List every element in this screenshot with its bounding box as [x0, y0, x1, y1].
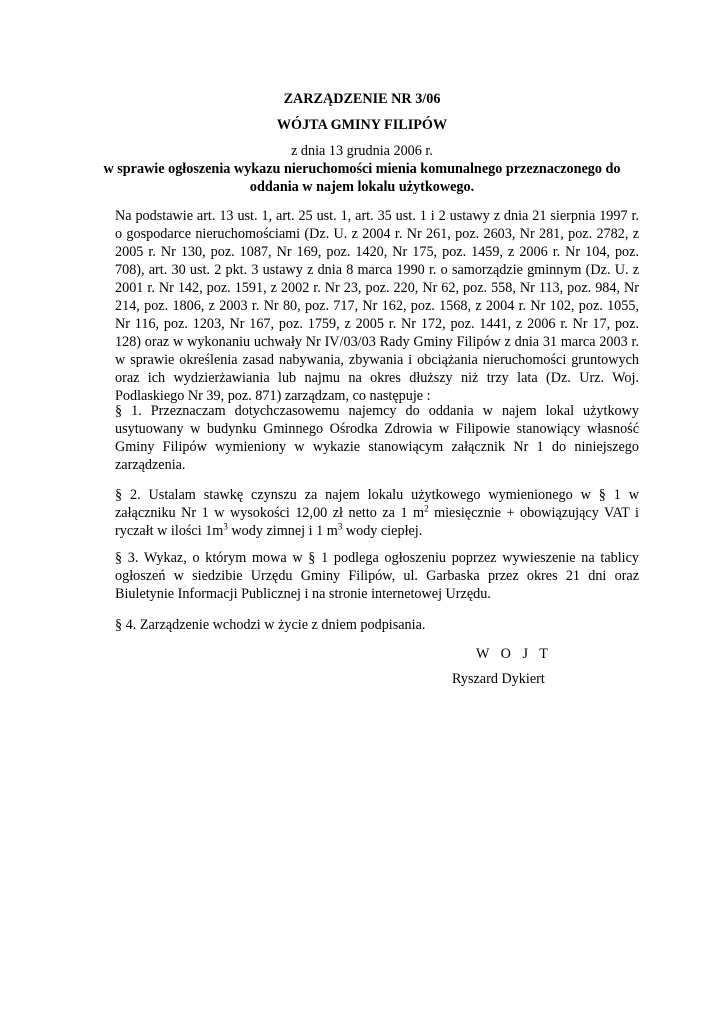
subject-line-1: w sprawie ogłoszenia wykazu nieruchomości mienia komunalnego przeznaczonego do [103, 161, 621, 177]
signature-name: Ryszard Dykiert [452, 671, 545, 687]
section-2-paragraph [115, 486, 639, 540]
signature-title: W O J T [476, 646, 552, 662]
document-subject [88, 160, 636, 196]
section-3-paragraph: § 3. Wykaz, o którym mowa w § 1 podlega ogłoszeniu poprzez wywieszenie na tablicy ogłoszeń w siedzibie Urzędu Gminy Filipów, ul. Garbaska przez okres 21 dni oraz Biuletynie Informacji Publicznej i na stronie internetowej Urzędu. [115, 550, 639, 602]
superscript-m2: 2 [424, 503, 429, 514]
superscript-m3-hot: 3 [337, 521, 343, 532]
section-4-paragraph: § 4. Zarządzenie wchodzi w życie z dniem podpisania. [115, 617, 426, 633]
document-date: z dnia 13 grudnia 2006 r. [291, 143, 433, 159]
section-2-text-c: wody zimnej i 1 m [227, 523, 338, 539]
section-2-text-d: wody ciepłej. [342, 523, 423, 539]
document-header [0, 86, 724, 164]
superscript-m3-cold: 3 [223, 521, 228, 532]
document-issuer: WÓJTA GMINY FILIPÓW [276, 117, 448, 133]
subject-line-2: oddania w najem lokalu użytkowego. [249, 179, 475, 195]
section-2-text-a: § 2. Ustalam stawkę czynszu za najem lokalu użytkowego wymienionego w § 1 w załączniku Nr 1 w wysokości 12,00 zł netto za 1 m [115, 487, 639, 521]
section-2-text-b: miesięcznie + obowiązujący VAT i ryczałt w ilości 1m [115, 505, 639, 539]
section-1-paragraph: § 1. Przeznaczam dotychczasowemu najemcy do oddania w najem lokal użytkowy usytuowany w budynku Gminnego Ośrodka Zdrowia w Filipowie stanowiący własność Gminy Filipów wymieniony w wykazie stanowiącym załącznik Nr 1 do niniejszego zarządzenia. [115, 403, 639, 473]
legal-basis-paragraph [115, 207, 639, 405]
document-title: ZARZĄDZENIE NR 3/06 [283, 91, 441, 107]
legal-basis-text: Na podstawie art. 13 ust. 1, art. 25 ust. 1, art. 35 ust. 1 i 2 ustawy z dnia 21 sierpnia 1997 r. o gospodarce nieruchomościami (Dz. U. z 2004 r. Nr 261, poz. 2603, Nr 281, poz. 2782, z 2005 r. Nr 130, poz. 1087, Nr 169, poz. 1420, Nr 175, poz. 1459, z 2006 r. Nr 104, poz. 708), art. 30 ust. 2 pkt. 3 ustawy z dnia 8 marca 1990 r. o samorządzie gminnym (Dz. U. z 2001 r. Nr 142, poz. 1591, z 2002 r. Nr 23, poz. 220, Nr 62, poz. 558, Nr 113, poz. 984, Nr 214, poz. 1806, z 2003 r. Nr 80, poz. 717, Nr 162, poz. 1568, z 2004 r. Nr 102, poz. 1055, Nr 116, poz. 1203, Nr 167, poz. 1759, z 2005 r. Nr 172, poz. 1441, z 2006 r. Nr 17, poz. 128) oraz w wykonaniu uchwały Nr IV/03/03 Rady Gminy Filipów z dnia 31 marca 2003 r. w sprawie określenia zasad nabywania, zbywania i obciążania nieruchomości gruntowych oraz ich wydzierżawiania lub najmu na okres dłuższy niż trzy lata (Dz. Urz. Woj. Podlaskiego Nr 39, poz. 871) zarządzam, co następuje : [115, 208, 639, 404]
